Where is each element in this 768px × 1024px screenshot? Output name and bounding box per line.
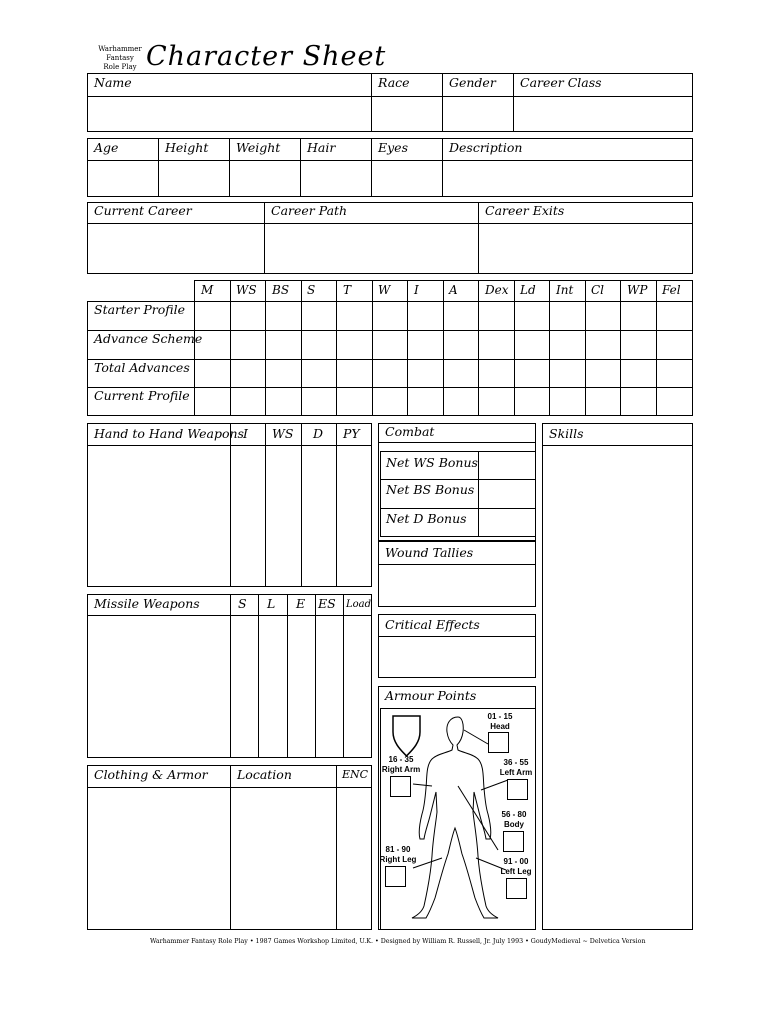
profile-col-dex: Dex [485, 283, 509, 297]
left-arm-label: Left Arm [499, 768, 533, 777]
net-ws-bonus-field[interactable] [481, 453, 534, 478]
profile-col-w: W [378, 283, 391, 297]
profile-col-int: Int [556, 283, 574, 297]
current-career-label: Current Career [94, 203, 192, 218]
profile-col-ws: WS [236, 283, 257, 297]
page-title: Character Sheet [146, 41, 387, 72]
wound-tallies-label: Wound Tallies [385, 545, 474, 560]
right-leg-label: Right Leg [379, 855, 417, 864]
career-path-field[interactable] [266, 225, 477, 272]
right-arm-range-label: 16 - 35 [388, 755, 414, 764]
profile-col-a: A [449, 283, 458, 297]
brand-line-1: Warhammer [98, 45, 142, 53]
critical-effects-field[interactable] [380, 638, 534, 676]
hand-weapons-col-py: PY [343, 426, 360, 441]
left-arm-range-label: 36 - 55 [503, 758, 529, 767]
right-leg-armour-box[interactable] [385, 866, 406, 887]
armour-points-title: Armour Points [385, 688, 477, 703]
right-leg-range-label: 81 - 90 [385, 845, 411, 854]
wound-tallies-field[interactable] [380, 566, 534, 605]
left-leg-label: Left Leg [500, 867, 532, 876]
enc-label: ENC [342, 768, 369, 781]
gender-label: Gender [449, 75, 496, 90]
hair-field[interactable] [302, 162, 370, 195]
combat-title: Combat [385, 424, 435, 439]
hand-weapons-col-ws: WS [272, 426, 294, 441]
body-label: Body [504, 820, 524, 829]
skills-field[interactable] [544, 447, 691, 928]
missile-col-es: ES [318, 596, 336, 611]
head-armour-box[interactable] [488, 732, 509, 753]
gender-field[interactable] [444, 98, 512, 130]
name-field[interactable] [89, 98, 370, 130]
missile-col-load: Load [346, 599, 372, 610]
shield-icon [393, 716, 420, 756]
description-label: Description [449, 140, 523, 155]
weight-label: Weight [236, 140, 281, 155]
body-armour-box[interactable] [503, 831, 524, 852]
net-d-bonus-field[interactable] [481, 510, 534, 536]
right-arm-armour-box[interactable] [390, 776, 411, 797]
body-range-label: 56 - 80 [501, 810, 527, 819]
net-bs-bonus-field[interactable] [481, 481, 534, 507]
profile-row-starter: Starter Profile [94, 302, 186, 317]
age-field[interactable] [89, 162, 157, 195]
human-figure-outline [412, 717, 498, 918]
profile-col-fel: Fel [662, 283, 681, 297]
location-label: Location [237, 767, 292, 782]
career-exits-field[interactable] [480, 225, 691, 272]
profile-col-cl: Cl [591, 283, 605, 297]
brand-line-3: Role Play [103, 63, 137, 71]
net-ws-bonus-label: Net WS Bonus [386, 455, 478, 470]
career-path-label: Career Path [271, 203, 348, 218]
head-label: Head [490, 722, 510, 731]
missile-col-l: L [267, 596, 276, 611]
footer-credits: Warhammer Fantasy Role Play • 1987 Games Workshop Limited, U.K. • Designed by William R. Russell, Jr. July 1993 • GoudyMedieval ~ Delvetica Version [150, 938, 646, 945]
height-label: Height [165, 140, 209, 155]
hand-weapons-col-d: D [313, 426, 324, 441]
profile-row-current: Current Profile [94, 388, 190, 403]
hand-weapons-col-i: I [243, 426, 248, 441]
brand-line-2: Fantasy [106, 54, 134, 62]
skills-label: Skills [549, 426, 584, 441]
description-field[interactable] [444, 162, 691, 195]
left-leg-range-label: 91 - 00 [503, 857, 529, 866]
net-d-bonus-label: Net D Bonus [386, 511, 467, 526]
current-career-field[interactable] [89, 225, 263, 272]
profile-row-advance-scheme: Advance Scheme [94, 331, 203, 346]
race-label: Race [378, 75, 410, 90]
profile-col-bs: BS [272, 283, 290, 297]
hand-weapons-title: Hand to Hand Weapons [94, 426, 244, 441]
eyes-label: Eyes [378, 140, 408, 155]
race-field[interactable] [373, 98, 441, 130]
missile-col-e: E [296, 596, 306, 611]
height-field[interactable] [160, 162, 228, 195]
clothing-title: Clothing & Armor [94, 767, 208, 782]
missile-weapons-title: Missile Weapons [94, 596, 200, 611]
right-arm-label: Right Arm [381, 765, 421, 774]
profile-col-wp: WP [627, 283, 648, 297]
hair-label: Hair [307, 140, 336, 155]
critical-effects-label: Critical Effects [385, 617, 480, 632]
head-range-label: 01 - 15 [487, 712, 513, 721]
name-label: Name [94, 75, 132, 90]
career-class-label: Career Class [520, 75, 602, 90]
profile-col-i: I [414, 283, 419, 297]
net-bs-bonus-label: Net BS Bonus [386, 482, 475, 497]
profile-col-t: T [343, 283, 352, 297]
missile-col-s: S [238, 596, 247, 611]
eyes-field[interactable] [373, 162, 441, 195]
profile-col-s: S [307, 283, 316, 297]
weight-field[interactable] [231, 162, 299, 195]
profile-col-m: M [201, 283, 214, 297]
profile-row-total-advances: Total Advances [94, 360, 190, 375]
profile-col-ld: Ld [520, 283, 536, 297]
left-leg-armour-box[interactable] [506, 878, 527, 899]
left-arm-armour-box[interactable] [507, 779, 528, 800]
age-label: Age [94, 140, 119, 155]
career-exits-label: Career Exits [485, 203, 565, 218]
career-class-field[interactable] [515, 98, 691, 130]
